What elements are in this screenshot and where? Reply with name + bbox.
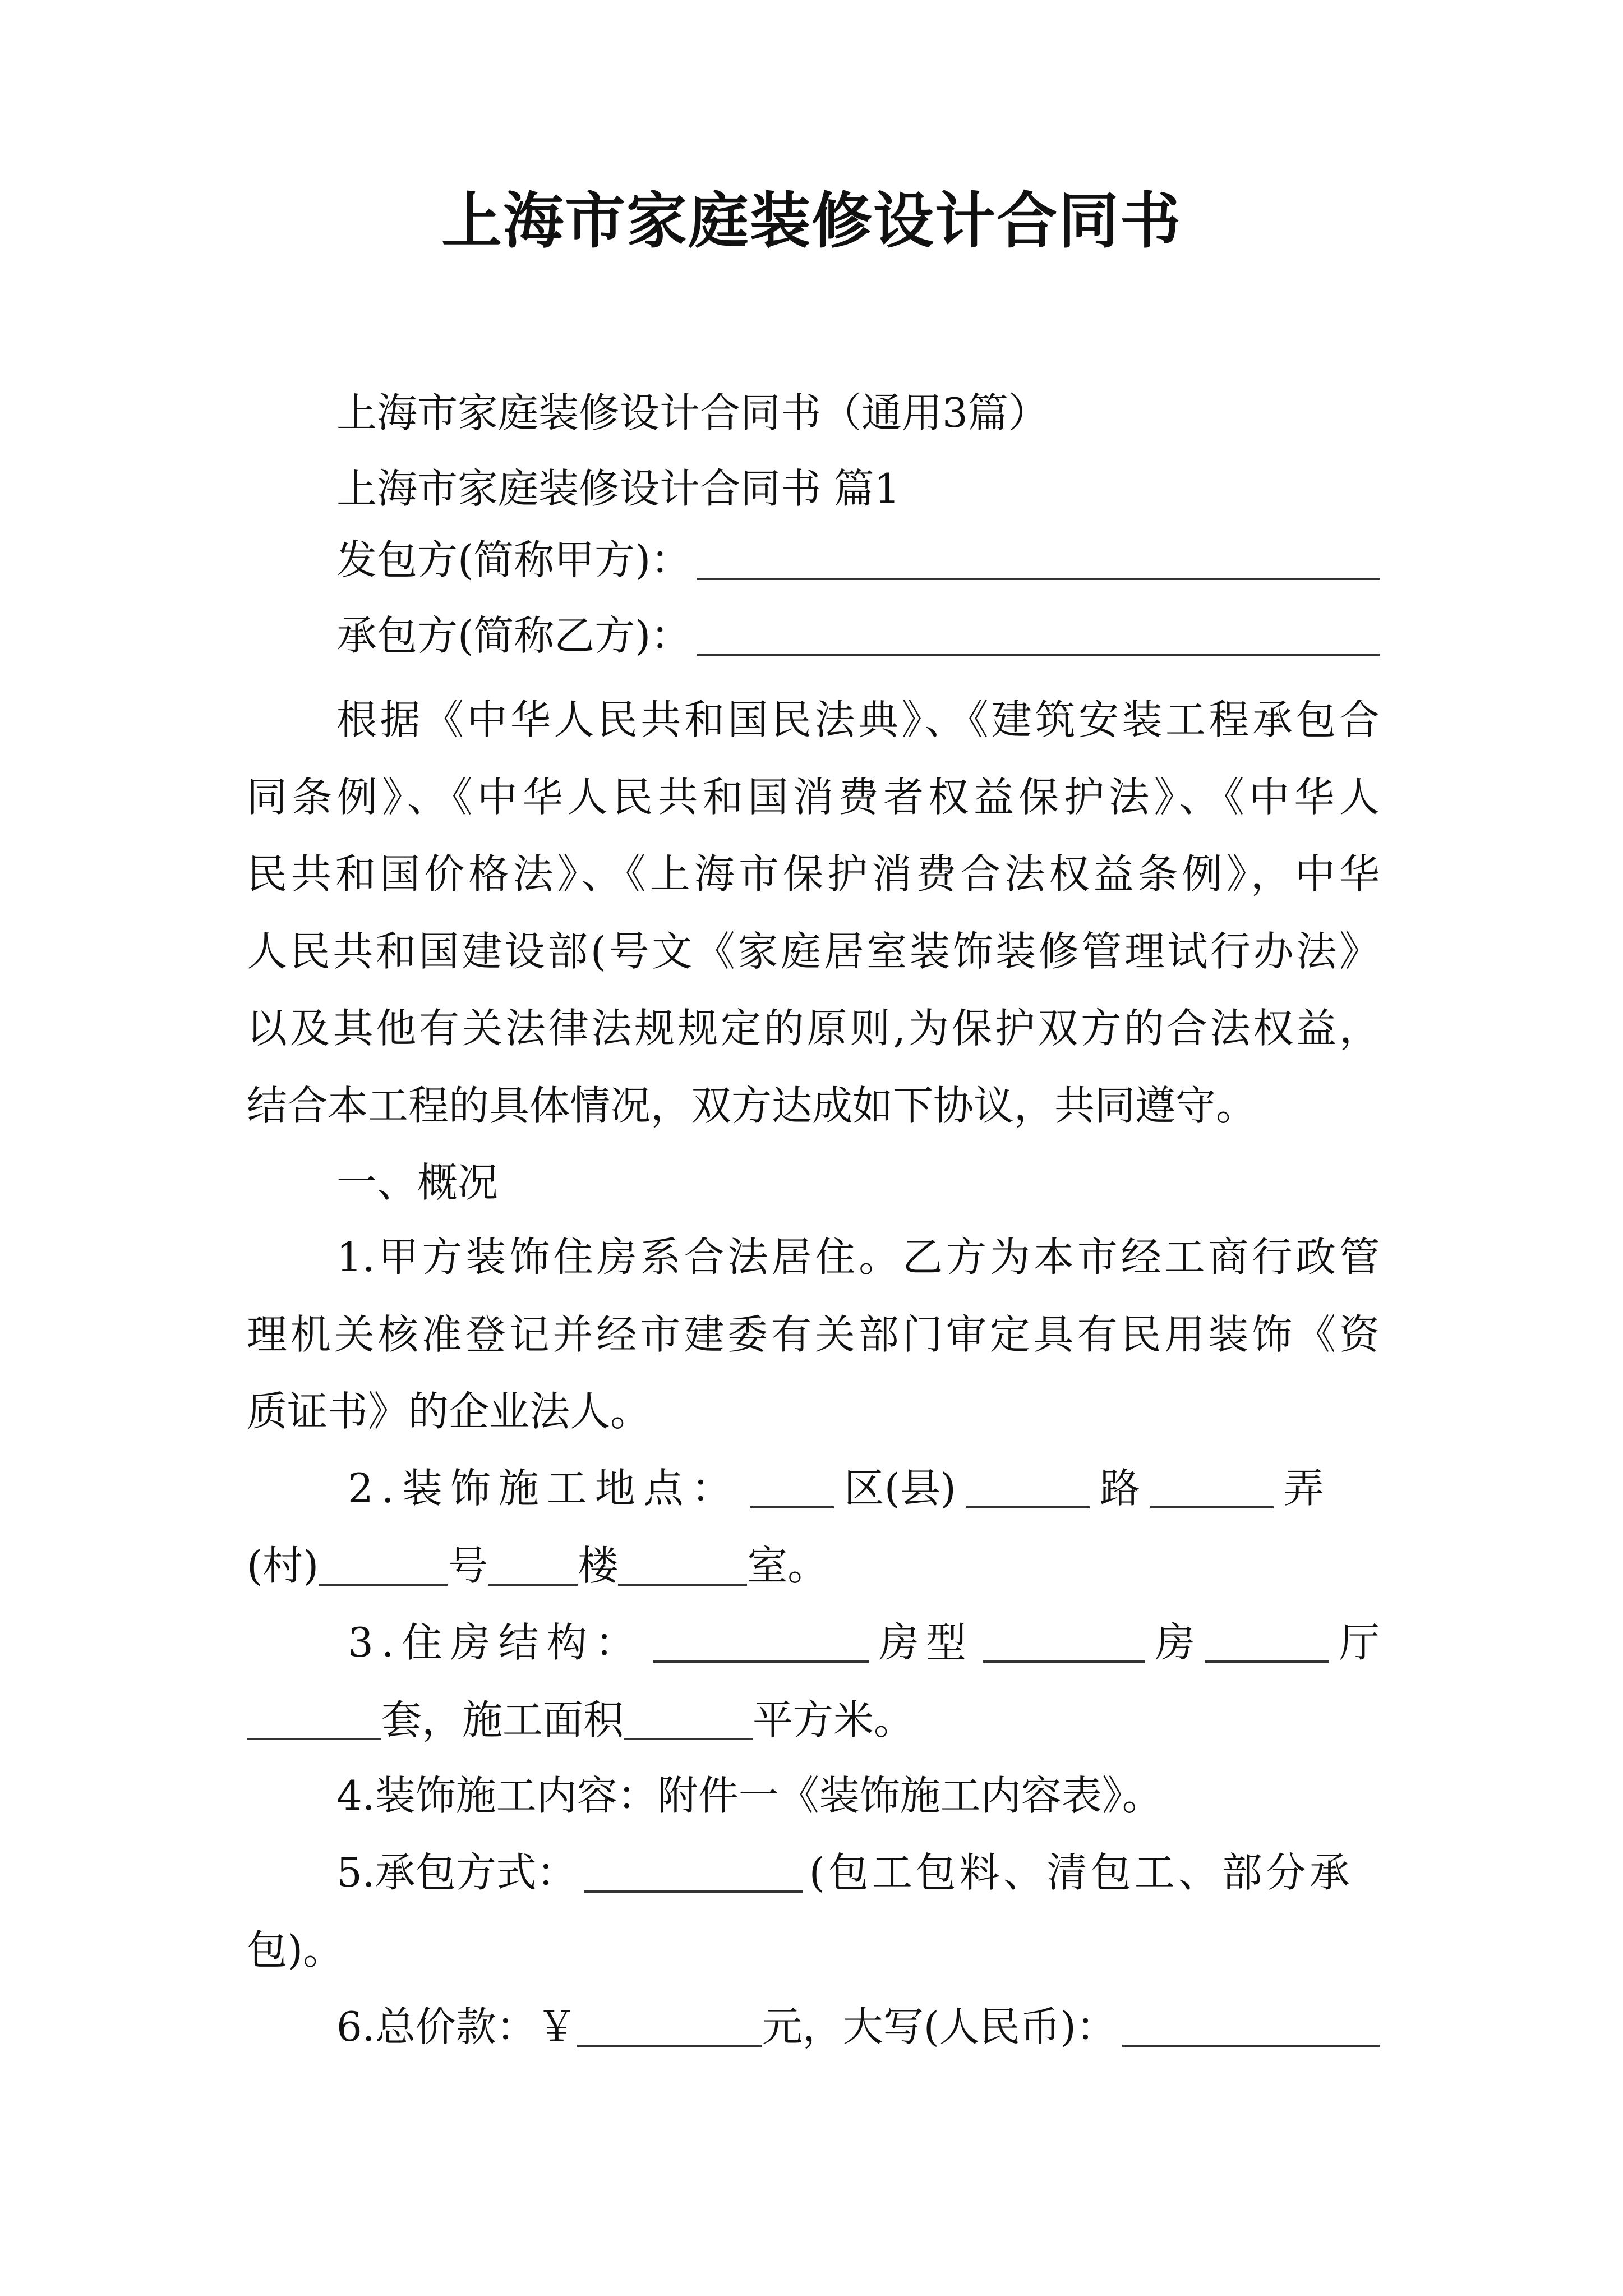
item5-tail: 包)。 [247,1926,344,1973]
contract-method-blank[interactable] [584,1857,803,1893]
party-b-label: 承包方(简称乙方)： [336,612,691,659]
set-label: 套，施工面积 [381,1696,624,1743]
preamble-line: 民共和国价格法》、《上海市保护消费合法权益条例》，中华 [247,850,1380,898]
room-label: 室。 [747,1542,828,1589]
preamble-line: 同条例》、《中华人民共和国消费者权益保护法》、《中华人 [247,774,1380,821]
item5-row1 [336,1849,1380,1896]
lane-blank[interactable] [1150,1473,1274,1508]
village-label: (村) [247,1542,319,1589]
total-price-blank[interactable] [577,2011,762,2047]
section-heading: 上海市家庭装修设计合同书 篇1 [336,465,900,512]
preamble-line: 根据《中华人民共和国民法典》、《建筑安装工程承包合 [336,696,1380,743]
heading-overview: 一、概况 [336,1159,499,1206]
type-label: 房型 [878,1619,973,1666]
sqm-label: 平方米。 [753,1696,915,1743]
structure-blank[interactable] [653,1627,869,1663]
road-blank[interactable] [966,1473,1090,1508]
item3-row2 [247,1696,1380,1743]
item2-row1 [348,1465,1380,1512]
party-b-blank[interactable] [697,620,1380,656]
party-a-blank[interactable] [697,544,1380,580]
district-blank[interactable] [750,1473,834,1508]
room-count-label: 房 [1155,1619,1196,1666]
document-title: 上海市家庭装修设计合同书 [441,186,1182,256]
price-in-words-blank[interactable] [1122,2011,1380,2047]
item1-line: 理机关核准登记并经市建委有关部门审定具有民用装饰《资 [247,1311,1380,1358]
district-label: 区(县) [843,1465,956,1512]
item5-options: (包工包料、清包工、部分承 [809,1849,1353,1896]
document-subtitle: 上海市家庭装修设计合同书（通用3篇） [336,389,1049,436]
item5-label: 5.承包方式： [336,1849,577,1896]
party-b-row [336,612,1380,659]
preamble-line: 以及其他有关法律法规规定的原则,为保护双方的合法权益， [247,1005,1380,1052]
item2-label: 2.装饰施工地点： [348,1465,740,1512]
item6-label: 6.总价款：￥ [336,2003,577,2050]
room-count-blank[interactable] [1205,1627,1329,1663]
item4: 4.装饰施工内容：附件一《装饰施工内容表》。 [336,1772,1163,1819]
party-a-row [336,536,1380,583]
item3-row1 [348,1619,1380,1666]
lane-label: 弄 [1283,1465,1324,1512]
item3-label: 3.住房结构： [348,1619,643,1666]
building-label: 楼 [578,1542,619,1589]
type-blank[interactable] [983,1627,1145,1663]
building-blank[interactable] [618,1550,747,1586]
road-label: 路 [1099,1465,1140,1512]
yuan-label: 元，大写(人民币)： [762,2003,1117,2050]
preamble-line: 人民共和国建设部(号文《家庭居室装饰装修管理试行办法》 [247,928,1380,975]
area-blank[interactable] [624,1704,753,1740]
item1-line: 质证书》的企业法人。 [247,1388,651,1435]
number-blank[interactable] [488,1550,578,1586]
item1-line: 1.甲方装饰住房系合法居住。乙方为本市经工商行政管 [336,1234,1380,1281]
number-label: 号 [448,1542,488,1589]
village-blank[interactable] [319,1550,448,1586]
item6-row [336,2003,1380,2050]
item2-row2 [247,1542,1380,1589]
set-blank[interactable] [247,1704,381,1740]
hall-label: 厅 [1339,1619,1380,1666]
party-a-label: 发包方(简称甲方)： [336,536,691,583]
preamble-line: 结合本工程的具体情况，双方达成如下协议，共同遵守。 [247,1082,1257,1129]
